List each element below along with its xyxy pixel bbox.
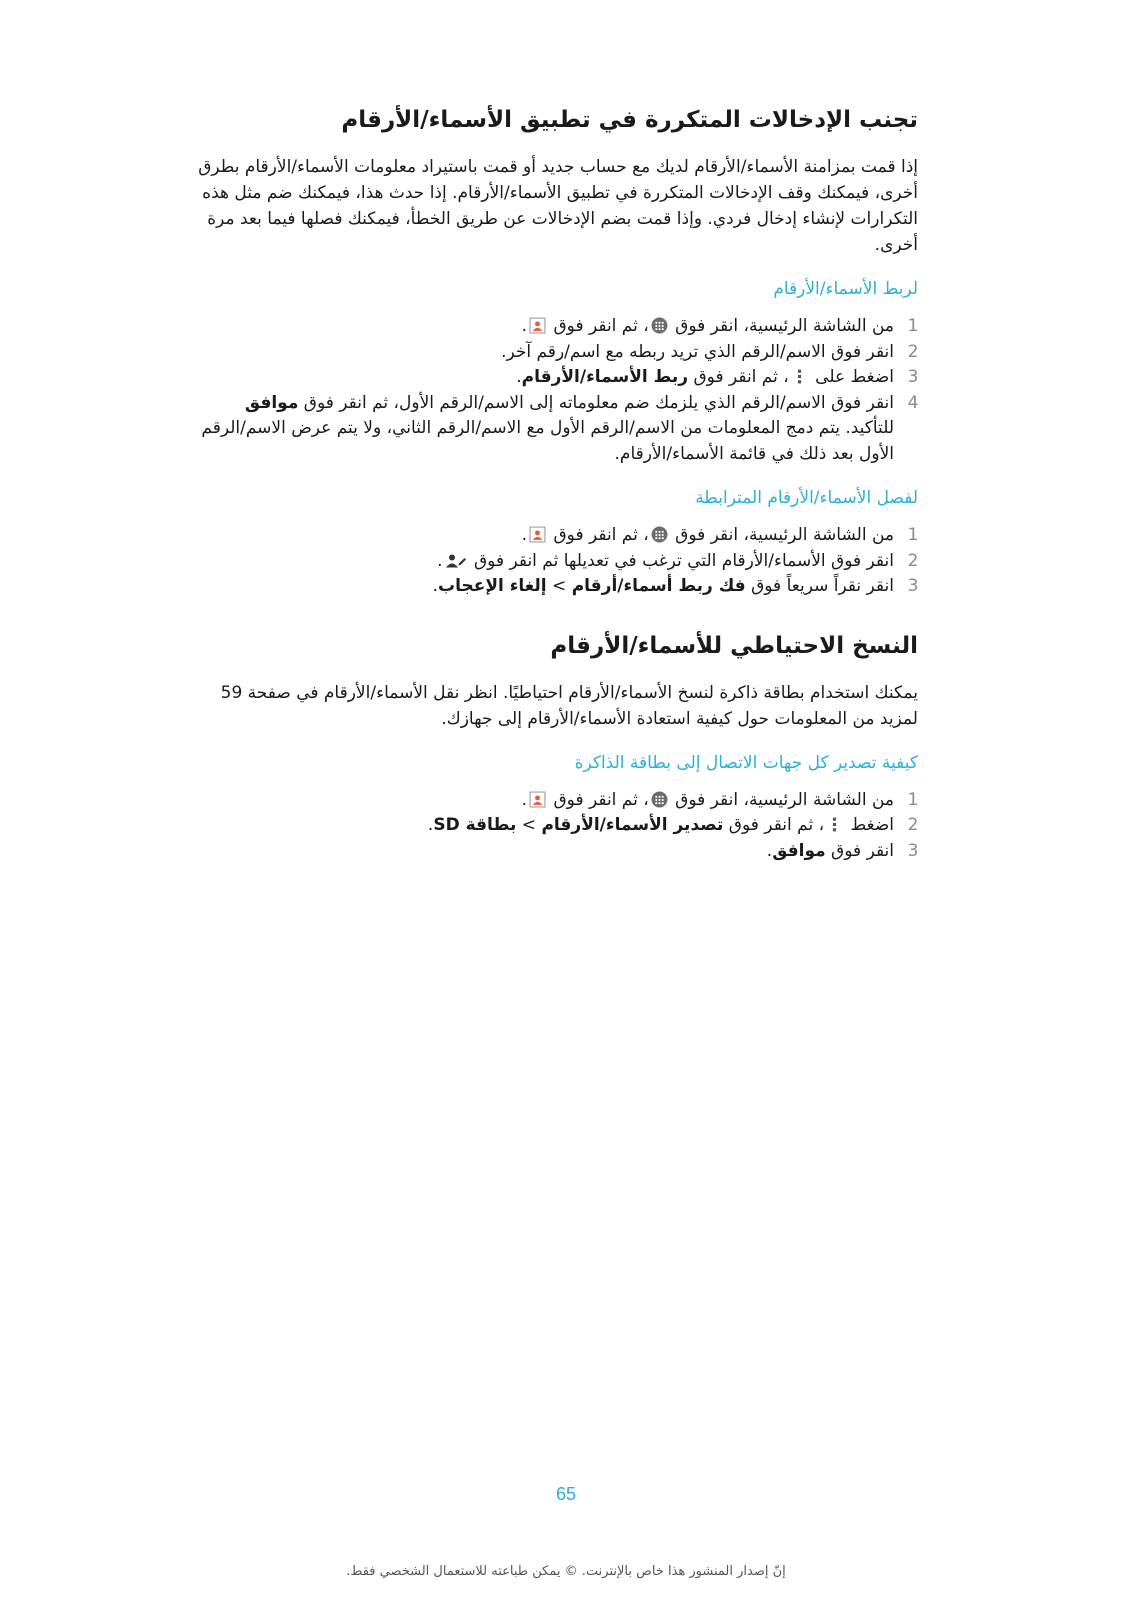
step-text: > [546,576,572,596]
step-text: للتأكيد. يتم دمج المعلومات من الاسم/الرقم الأول مع الاسم/الرقم الثاني، ولا يتم عرض الاسم/الرقم الأول بعد ذلك في قائمة الأسماء/الأرقام. [201,418,894,464]
apps-grid-icon [651,791,668,808]
step-bold-text: تصدير الأسماء/الأرقام [541,815,724,835]
list-item [196,391,918,468]
step-text: ، ثم انقر فوق [688,367,789,387]
step-text: اضغط على [809,367,894,387]
edit-contact-icon [445,552,467,569]
step-number: 2 [907,815,919,835]
contacts-app-icon [529,791,546,808]
step-number: 3 [907,367,919,387]
step-text: . [766,840,773,861]
section-body-avoid-duplicates: إذا قمت بمزامنة الأسماء/الأرقام لديك مع حساب جديد أو قمت باستيراد معلومات الأسماء/الأرقام بطرق أخرى، فيمكنك وقف الإدخالات المتكررة في تطبيق الأسماء/الأرقام. إذا حدث هذا، فيمكنك ضم مثل هذه التكرارات لإنشاء إدخال فردي. وإذا قمت بضم الإدخالات عن طريق الخطأ، فيمكنك فصلها فيما بعد مرة أخرى. [198,157,918,255]
step-text: من الشاشة الرئيسية، انقر فوق [669,789,894,810]
page-number: 65 [555,1484,577,1504]
step-text: . [521,525,528,545]
step-number: 2 [907,550,919,571]
list-item [196,549,918,575]
step-text: ، ثم انقر فوق [548,525,649,545]
step-number: 3 [907,576,919,596]
footer-note: إنّ إصدار المنشور هذا خاص بالإنترنت. © يمكن طباعته للاستعمال الشخصي فقط. [346,1564,786,1579]
apps-grid-icon [651,526,668,543]
step-text: ، ثم انقر فوق [548,316,649,336]
step-text: انقر فوق الأسماء/الأرقام التي ترغب في تعديلها ثم انقر فوق [468,550,894,571]
step-bold-text: موافق [772,840,826,861]
step-number: 1 [907,525,919,545]
step-number: 3 [907,840,919,861]
step-bold-text: فك ربط أسماء/أرقام [571,576,746,596]
step-text: انقر نقراً سريعاً فوق [745,576,894,596]
step-text: ، ثم انقر فوق [723,815,825,835]
steps-unlink-contacts [196,523,918,600]
steps-link-contacts [196,314,918,467]
contacts-app-icon [529,317,546,334]
list-item [196,788,918,814]
list-item [196,574,918,600]
content [196,100,918,864]
step-text: انقر فوق [825,840,894,861]
step-text: من الشاشة الرئيسية، انقر فوق [669,525,894,545]
step-bold-text: موافق [244,392,299,413]
overflow-menu-icon [826,816,843,833]
list-item [196,314,918,340]
step-text: . [521,316,528,336]
step-text: من الشاشة الرئيسية، انقر فوق [669,316,894,336]
step-bold-text: ربط الأسماء/الأرقام [521,367,689,387]
step-text: ، ثم انقر فوق [548,789,649,810]
step-number: 1 [907,316,919,336]
subsection-title-unlink-contacts: لفصل الأسماء/الأرقام المترابطة [695,488,918,508]
step-bold-text: بطاقة SD [433,815,517,835]
section-body-backup: يمكنك استخدام بطاقة ذاكرة لنسخ الأسماء/الأرقام احتياطيًا. انظر نقل الأسماء/الأرقام في صفحة 59 لمزيد من المعلومات حول كيفية استعادة الأسماء/الأرقام إلى جهازك. [220,682,918,729]
subsection-title-export-contacts: كيفية تصدير كل جهات الاتصال إلى بطاقة الذاكرة [574,752,918,773]
subsection-title-link-contacts: لربط الأسماء/الأرقام [773,279,918,299]
step-text: . [427,815,434,835]
section-title-avoid-duplicates: تجنب الإدخالات المتكررة في تطبيق الأسماء/الأرقام [341,107,918,133]
list-item [196,839,918,865]
list-item [196,365,918,391]
step-bold-text: إلغاء الإعجاب [438,576,547,596]
step-text: . [521,789,528,810]
list-item [196,523,918,549]
overflow-menu-icon [791,368,808,385]
step-text: انقر فوق الاسم/الرقم الذي تريد ربطه مع اسم/رقم آخر. [501,341,894,362]
steps-export-contacts [196,788,918,865]
step-text: . [432,576,438,596]
step-text: > [516,815,542,835]
apps-grid-icon [651,317,668,334]
step-number: 4 [907,392,919,413]
step-text: . [516,367,522,387]
step-text: اضغط [845,815,894,835]
list-item [196,813,918,839]
step-text: انقر فوق الاسم/الرقم الذي يلزمك ضم معلوماته إلى الاسم/الرقم الأول، ثم انقر فوق [298,392,894,413]
contacts-app-icon [529,526,546,543]
step-text: . [437,550,443,571]
list-item [196,340,918,366]
step-number: 1 [907,789,919,810]
step-number: 2 [907,341,919,362]
section-title-backup: النسخ الاحتياطي للأسماء/الأرقام [550,632,918,659]
